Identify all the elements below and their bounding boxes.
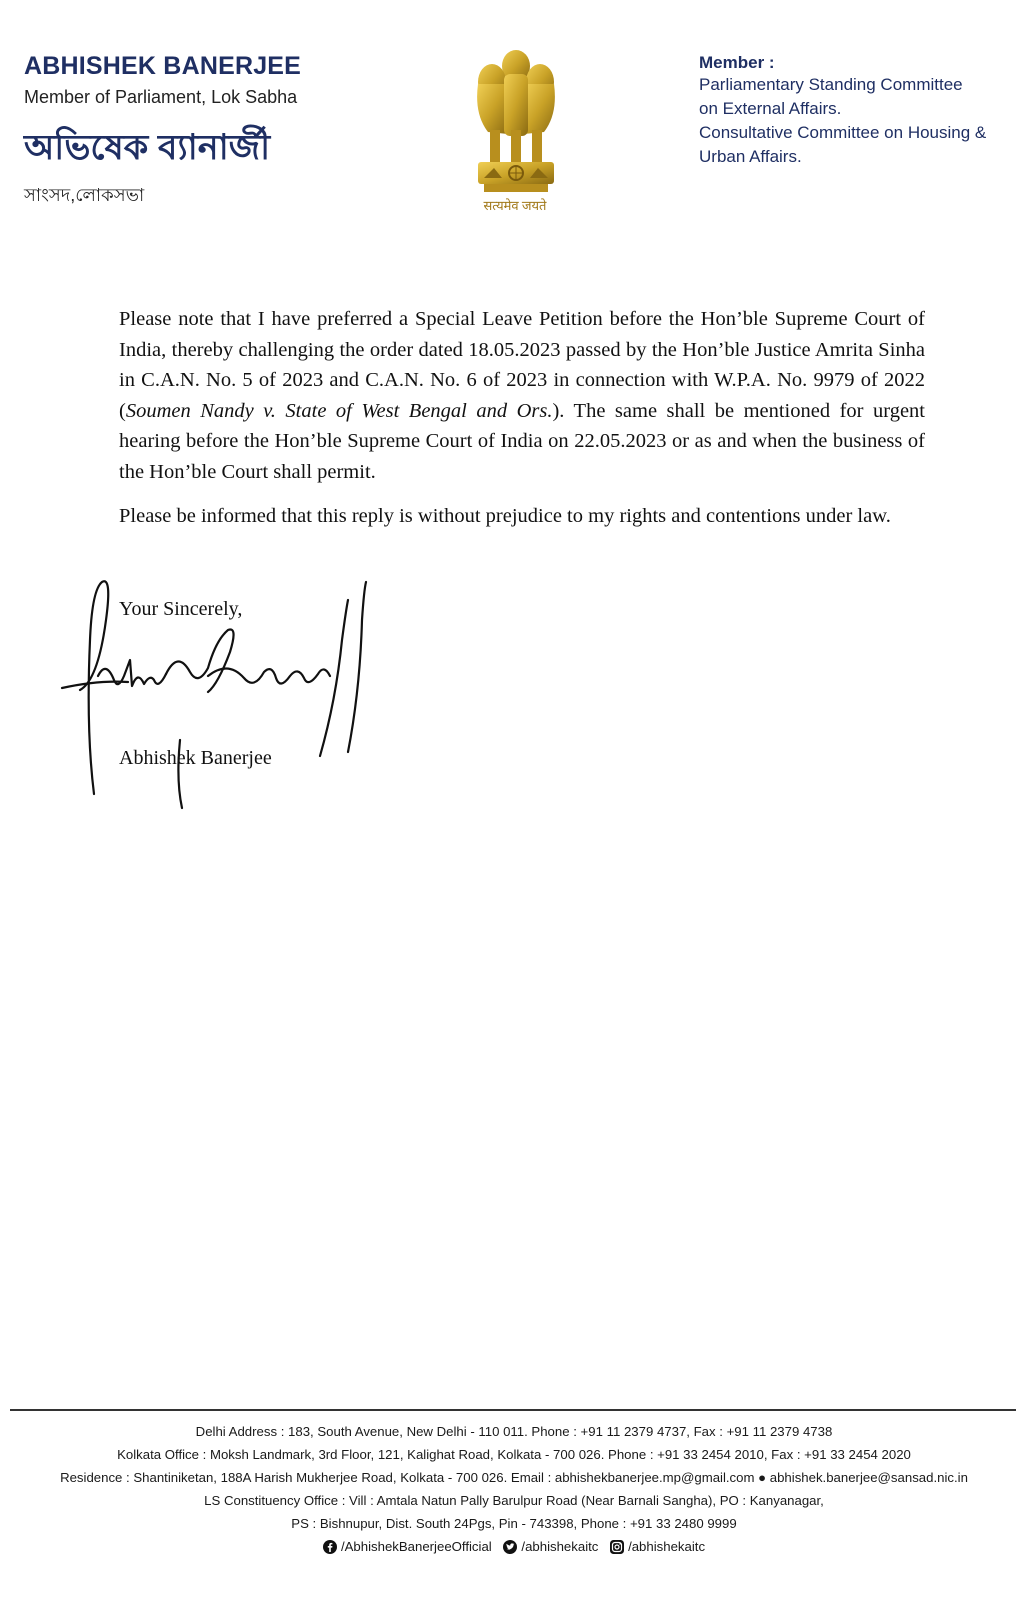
committee-line: Parliamentary Standing Committee <box>699 75 963 94</box>
mp-role: Member of Parliament, Lok Sabha <box>24 87 298 107</box>
twitter-handle-text: /abhishekaitc <box>521 1539 599 1554</box>
paragraph-1-text-b: ). The same shall be mentioned for urgent hearing before the Hon’ble Supreme Court of India on 22.05.2023 or as and when the business of the Hon’ble Court shall permit. <box>119 399 925 483</box>
committee-line: Consultative Committee on Housing & <box>699 123 987 142</box>
letterhead-footer <box>0 1420 1028 1561</box>
committee-line: Urban Affairs. <box>699 147 802 166</box>
emblem-motto: सत्यमेव जयते <box>483 198 547 213</box>
footer-divider <box>10 1409 1016 1411</box>
national-emblem-icon <box>468 44 564 220</box>
mp-name: ABHISHEK BANERJEE <box>24 52 302 80</box>
twitter-icon <box>503 1540 517 1554</box>
signer-name: Abhishek Banerjee <box>119 747 272 769</box>
residence-address: Residence : Shantiniketan, 188A Harish Mukherjee Road, Kolkata - 700 026. Email : abhishekbanerjee.mp@gmail.com ● abhishek.banerjee@sansad.nic.in <box>60 1470 968 1485</box>
constituency-office-address-2: PS : Bishnupur, Dist. South 24Pgs, Pin - 743398, Phone : +91 33 2480 9999 <box>291 1516 737 1531</box>
paragraph-1 <box>119 304 925 487</box>
member-label: Member : <box>699 53 775 72</box>
committee-line: on External Affairs. <box>699 99 842 118</box>
delhi-address: Delhi Address : 183, South Avenue, New Delhi - 110 011. Phone : +91 11 2379 4737, Fax : +91 11 2379 4738 <box>195 1424 833 1439</box>
paragraph-2: Please be informed that this reply is without prejudice to my rights and contentions under law. <box>119 505 891 527</box>
instagram-handle <box>610 1535 705 1558</box>
constituency-office-address: LS Constituency Office : Vill : Amtala Natun Pally Barulpur Road (Near Barnali Sangha), PO : Kanyanagar, <box>204 1493 824 1508</box>
closing: Your Sincerely, <box>119 598 243 620</box>
signature-icon <box>58 580 388 810</box>
facebook-handle <box>323 1535 492 1558</box>
paragraph-1-text-a: Please note that I have preferred a Special Leave Petition before the Hon’ble Supreme Court of India, thereby challenging the order dated 18.05.2023 passed by the Hon’ble Justice Amrita Sinha in C.A.N. No. 5 of 2023 and C.A.N. No. 6 of 2023 in connection with W.P.A. No. 9979 of 2022 ( <box>119 308 925 422</box>
mp-role-bengali: সাংসদ,লোকসভা <box>24 185 145 205</box>
committee-membership <box>699 53 1028 169</box>
twitter-handle <box>503 1535 598 1558</box>
kolkata-office-address: Kolkata Office : Moksh Landmark, 3rd Floor, 121, Kalighat Road, Kolkata - 700 026. Phone : +91 33 2454 2010, Fax : +91 33 2454 2020 <box>117 1447 911 1462</box>
instagram-handle-text: /abhishekaitc <box>628 1539 706 1554</box>
facebook-handle-text: /AbhishekBanerjeeOfficial <box>340 1539 492 1554</box>
instagram-icon <box>610 1540 624 1554</box>
mp-name-bengali: অভিষেক ব্যানার্জী <box>24 128 271 167</box>
letterhead-left <box>24 52 384 212</box>
case-title: Soumen Nandy v. State of West Bengal and Ors. <box>125 399 553 422</box>
facebook-icon <box>323 1540 337 1554</box>
social-handles <box>0 1535 1028 1561</box>
letter-body <box>119 304 925 546</box>
